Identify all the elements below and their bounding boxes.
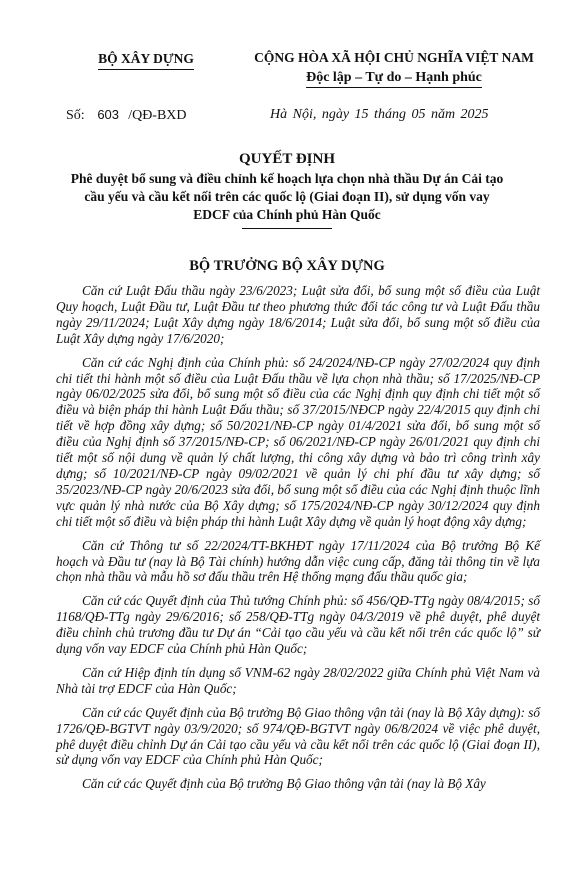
number-value: 603: [97, 107, 120, 122]
paragraph: Căn cứ Hiệp định tín dụng số VNM-62 ngày 28/02/2022 giữa Chính phủ Việt Nam và Nhà tài trợ EDCF của Hàn Quốc;: [56, 664, 540, 696]
subject-line: EDCF của Chính phủ Hàn Quốc: [193, 207, 381, 222]
paragraph: Căn cứ các Quyết định của Thủ tướng Chính phủ: số 456/QĐ-TTg ngày 08/4/2015; số 1168/QĐ-TTg ngày 29/6/2016; số 258/QĐ-TTg ngày 04/3/2019 về phê duyệt, phê duyệt điều chỉnh chủ trương đầu tư Dự án “Cải tạo cầu yếu và cầu kết nối trên các quốc lộ” sử dụng vốn vay EDCF của Chính phủ Hàn Quốc;: [56, 593, 540, 657]
country-name: CỘNG HÒA XÃ HỘI CHỦ NGHĨA VIỆT NAM: [254, 50, 534, 65]
subject-divider: [242, 228, 332, 229]
document-type: QUYẾT ĐỊNH: [239, 151, 335, 167]
paragraph: Căn cứ các Nghị định của Chính phủ: số 24/2024/NĐ-CP ngày 27/02/2024 quy định chi tiết thi hành một số điều của Luật Đấu thầu về lựa chọn nhà thầu; số 17/2025/NĐ-CP ngày 06/02/2025 sửa đổi, bổ sung một số điều của các Nghị định quy định chi tiết một số điều và biện pháp thi hành Luật Đấu thầu; số 37/2015/NĐCP ngày 22/4/2015 quy định chi tiết về hợp đồng xây dựng; số 50/2021/NĐ-CP ngày 01/4/2021 sửa đổi, bổ sung một số điều của Nghị định số 37/2015/NĐ-CP; số 06/2021/NĐ-CP ngày 26/01/2021 quy định chi tiết một số nội dung về quản lý chất lượng, thi công xây dựng và bảo trì công trình xây dựng; số 10/2021/NĐ-CP ngày 09/02/2021 về quản lý chi phí đầu tư xây dựng; số 35/2023/NĐ-CP ngày 20/6/2023 sửa đổi, bổ sung một số điều của các Nghị định thuộc lĩnh vực quản lý nhà nước của Bộ Xây dựng; số 175/2024/NĐ-CP ngày 30/12/2024 quy định chi tiết một số điều và biện pháp thi hành Luật Xây dựng về quản lý hoạt động xây dựng;: [56, 354, 540, 529]
document-number: [66, 107, 187, 124]
place-date: Hà Nội, ngày 15 tháng 05 năm 2025: [270, 107, 489, 122]
issuing-authority: BỘ TRƯỞNG BỘ XÂY DỰNG: [189, 258, 385, 274]
subject-line: cầu yếu và cầu kết nối trên các quốc lộ (Giai đoạn II), sử dụng vốn vay: [84, 189, 490, 204]
document-subject: [40, 170, 534, 229]
paragraph: Căn cứ các Quyết định của Bộ trưởng Bộ Giao thông vận tải (nay là Bộ Xây dựng): số 1726/QĐ-BGTVT ngày 03/9/2020; số 974/QĐ-BGTVT ngày 06/8/2024 về việc phê duyệt, phê duyệt điều chỉnh Dự án Cải tạo cầu yếu và cầu kết nối trên các quốc lộ (Giai đoạn II), sử dụng vốn vay EDCF của Chính phủ Hàn Quốc;: [56, 704, 540, 768]
national-motto: Độc lập – Tự do – Hạnh phúc: [306, 70, 482, 88]
paragraph: Căn cứ Luật Đấu thầu ngày 23/6/2023; Luật sửa đổi, bổ sung một số điều của Luật Quy hoạch, Luật Đầu tư, Luật Đầu tư theo phương thức đối tác công tư và Luật Đấu thầu ngày 29/11/2024; Luật Xây dựng ngày 18/6/2014; Luật sửa đổi, bổ sung một số điều của Luật Xây dựng ngày 17/6/2020;: [56, 283, 540, 346]
national-header: [244, 50, 544, 88]
paragraph: Căn cứ Thông tư số 22/2024/TT-BKHĐT ngày 17/11/2024 của Bộ trưởng Bộ Kế hoạch và Đầu tư (nay là Bộ Tài chính) hướng dẫn việc cung cấp, đăng tải thông tin về lựa chọn nhà thầu và mẫu hồ sơ đấu thầu trên Hệ thống mạng đấu thầu quốc gia;: [56, 537, 540, 585]
number-prefix: Số:: [66, 108, 85, 123]
issuer-block: [56, 50, 236, 70]
legal-basis: [56, 283, 540, 800]
subject-line: Phê duyệt bổ sung và điều chỉnh kế hoạch lựa chọn nhà thầu Dự án Cải tạo: [70, 171, 504, 186]
issuer-name: BỘ XÂY DỰNG: [98, 51, 194, 70]
number-suffix: /QĐ-BXD: [128, 108, 187, 123]
paragraph: Căn cứ các Quyết định của Bộ trưởng Bộ Giao thông vận tải (nay là Bộ Xây: [82, 776, 486, 792]
